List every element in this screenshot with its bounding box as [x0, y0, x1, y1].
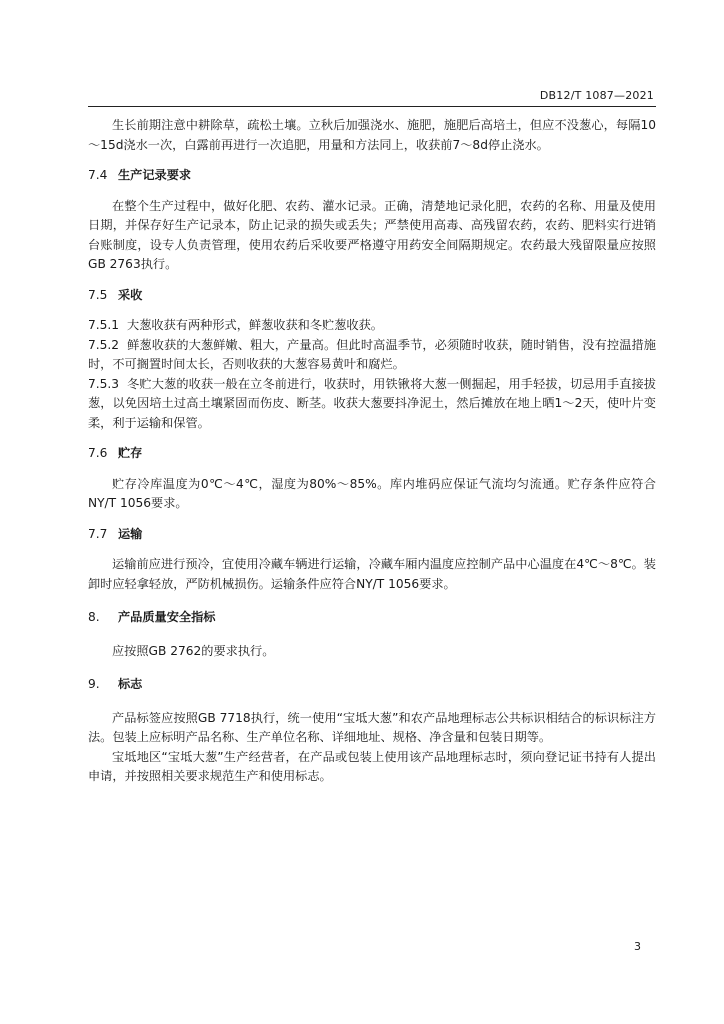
section-number: 7.5 — [88, 287, 108, 302]
section-7-4-paragraph: 在整个生产过程中，做好化肥、农药、灌水记录。正确，清楚地记录化肥，农药的名称、用量及使用日期，并保存好生产记录本，防止记录的损失或丢失；严禁使用高毒、高残留农药，农药、肥料实行进销台账制度，设专人负责管理，使用农药后采收要严格遵守用药安全间隔期规定。农药最大残留限量应按照GB 2763执行。 — [88, 198, 656, 271]
section-heading-7-4 — [88, 166, 656, 186]
section-8-paragraph: 应按照GB 2762的要求执行。 — [112, 643, 275, 658]
clause-7-5-1 — [88, 316, 656, 336]
section-heading-9 — [88, 675, 656, 695]
section-title: 生产记录要求 — [118, 168, 192, 182]
clause-number: 7.5.1 — [88, 318, 120, 332]
section-9-paragraph-1: 产品标签应按照GB 7718执行，统一使用“宝坻大葱”和农产品地理标志公共标识相结合的标识标注方法。包装上应标明产品名称、生产单位名称、详细地址、规格、净含量和包装日期等。 — [88, 710, 656, 744]
page-number: 3 — [634, 940, 641, 953]
section-number: 8. — [88, 610, 100, 624]
section-title: 采收 — [118, 287, 143, 302]
section-7-7-paragraph: 运输前应进行预冷，宜使用冷藏车辆进行运输，冷藏车厢内温度应控制产品中心温度在4℃～8℃。装卸时应轻拿轻放，严防机械损伤。运输条件应符合NY/T 1056要求。 — [88, 557, 656, 591]
section-title: 贮存 — [118, 446, 143, 460]
clause-text: 鲜葱收获的大葱鲜嫩、粗大，产量高。但此时高温季节，必须随时收获，随时销售，没有控温措施时，不可搁置时间太长，否则收获的大葱容易黄叶和腐烂。 — [88, 337, 656, 371]
intro-paragraph: 生长前期注意中耕除草，疏松土壤。立秋后加强浇水、施肥，施肥后高培土，但应不没葱心，每隔10～15d浇水一次，白露前再进行一次追肥，用量和方法同上，收获前7～8d停止浇水。 — [88, 118, 656, 152]
section-7-6-paragraph: 贮存冷库温度为0℃～4℃，湿度为80%～85%。库内堆码应保证气流均匀流通。贮存条件应符合NY/T 1056要求。 — [88, 476, 656, 510]
section-9-paragraph-2: 宝坻地区“宝坻大葱”生产经营者，在产品或包装上使用该产品地理标志时，须向登记证书持有人提出申请，并按照相关要求规范生产和使用标志。 — [88, 749, 656, 783]
section-heading-7-5 — [88, 286, 656, 306]
header-doc-code: DB12/T 1087—2021 — [539, 89, 654, 102]
clause-7-5-3 — [88, 375, 656, 434]
section-title: 运输 — [118, 526, 143, 541]
clause-text: 冬贮大葱的收获一般在立冬前进行，收获时，用铁锹将大葱一侧掘起，用手轻拔，切忌用手直接拔葱，以免因培土过高土壤紧固而伤皮、断茎。收获大葱要抖净泥土，然后摊放在地上晒1～2天，使叶片变柔，利于运输和保管。 — [88, 376, 656, 430]
clause-text: 大葱收获有两种形式，鲜葱收获和冬贮葱收获。 — [127, 318, 383, 332]
section-heading-7-6 — [88, 444, 656, 464]
clause-number: 7.5.2 — [88, 337, 120, 352]
header-rule — [88, 106, 656, 107]
section-number: 9. — [88, 677, 100, 691]
section-number: 7.7 — [88, 526, 108, 541]
section-heading-7-7 — [88, 525, 656, 545]
clause-7-5-2 — [88, 336, 656, 375]
section-title: 产品质量安全指标 — [118, 610, 216, 624]
document-body — [88, 116, 656, 787]
clause-number: 7.5.3 — [88, 376, 120, 391]
section-title: 标志 — [118, 677, 143, 691]
section-number: 7.6 — [88, 446, 108, 460]
section-number: 7.4 — [88, 168, 108, 182]
section-heading-8 — [88, 608, 656, 628]
